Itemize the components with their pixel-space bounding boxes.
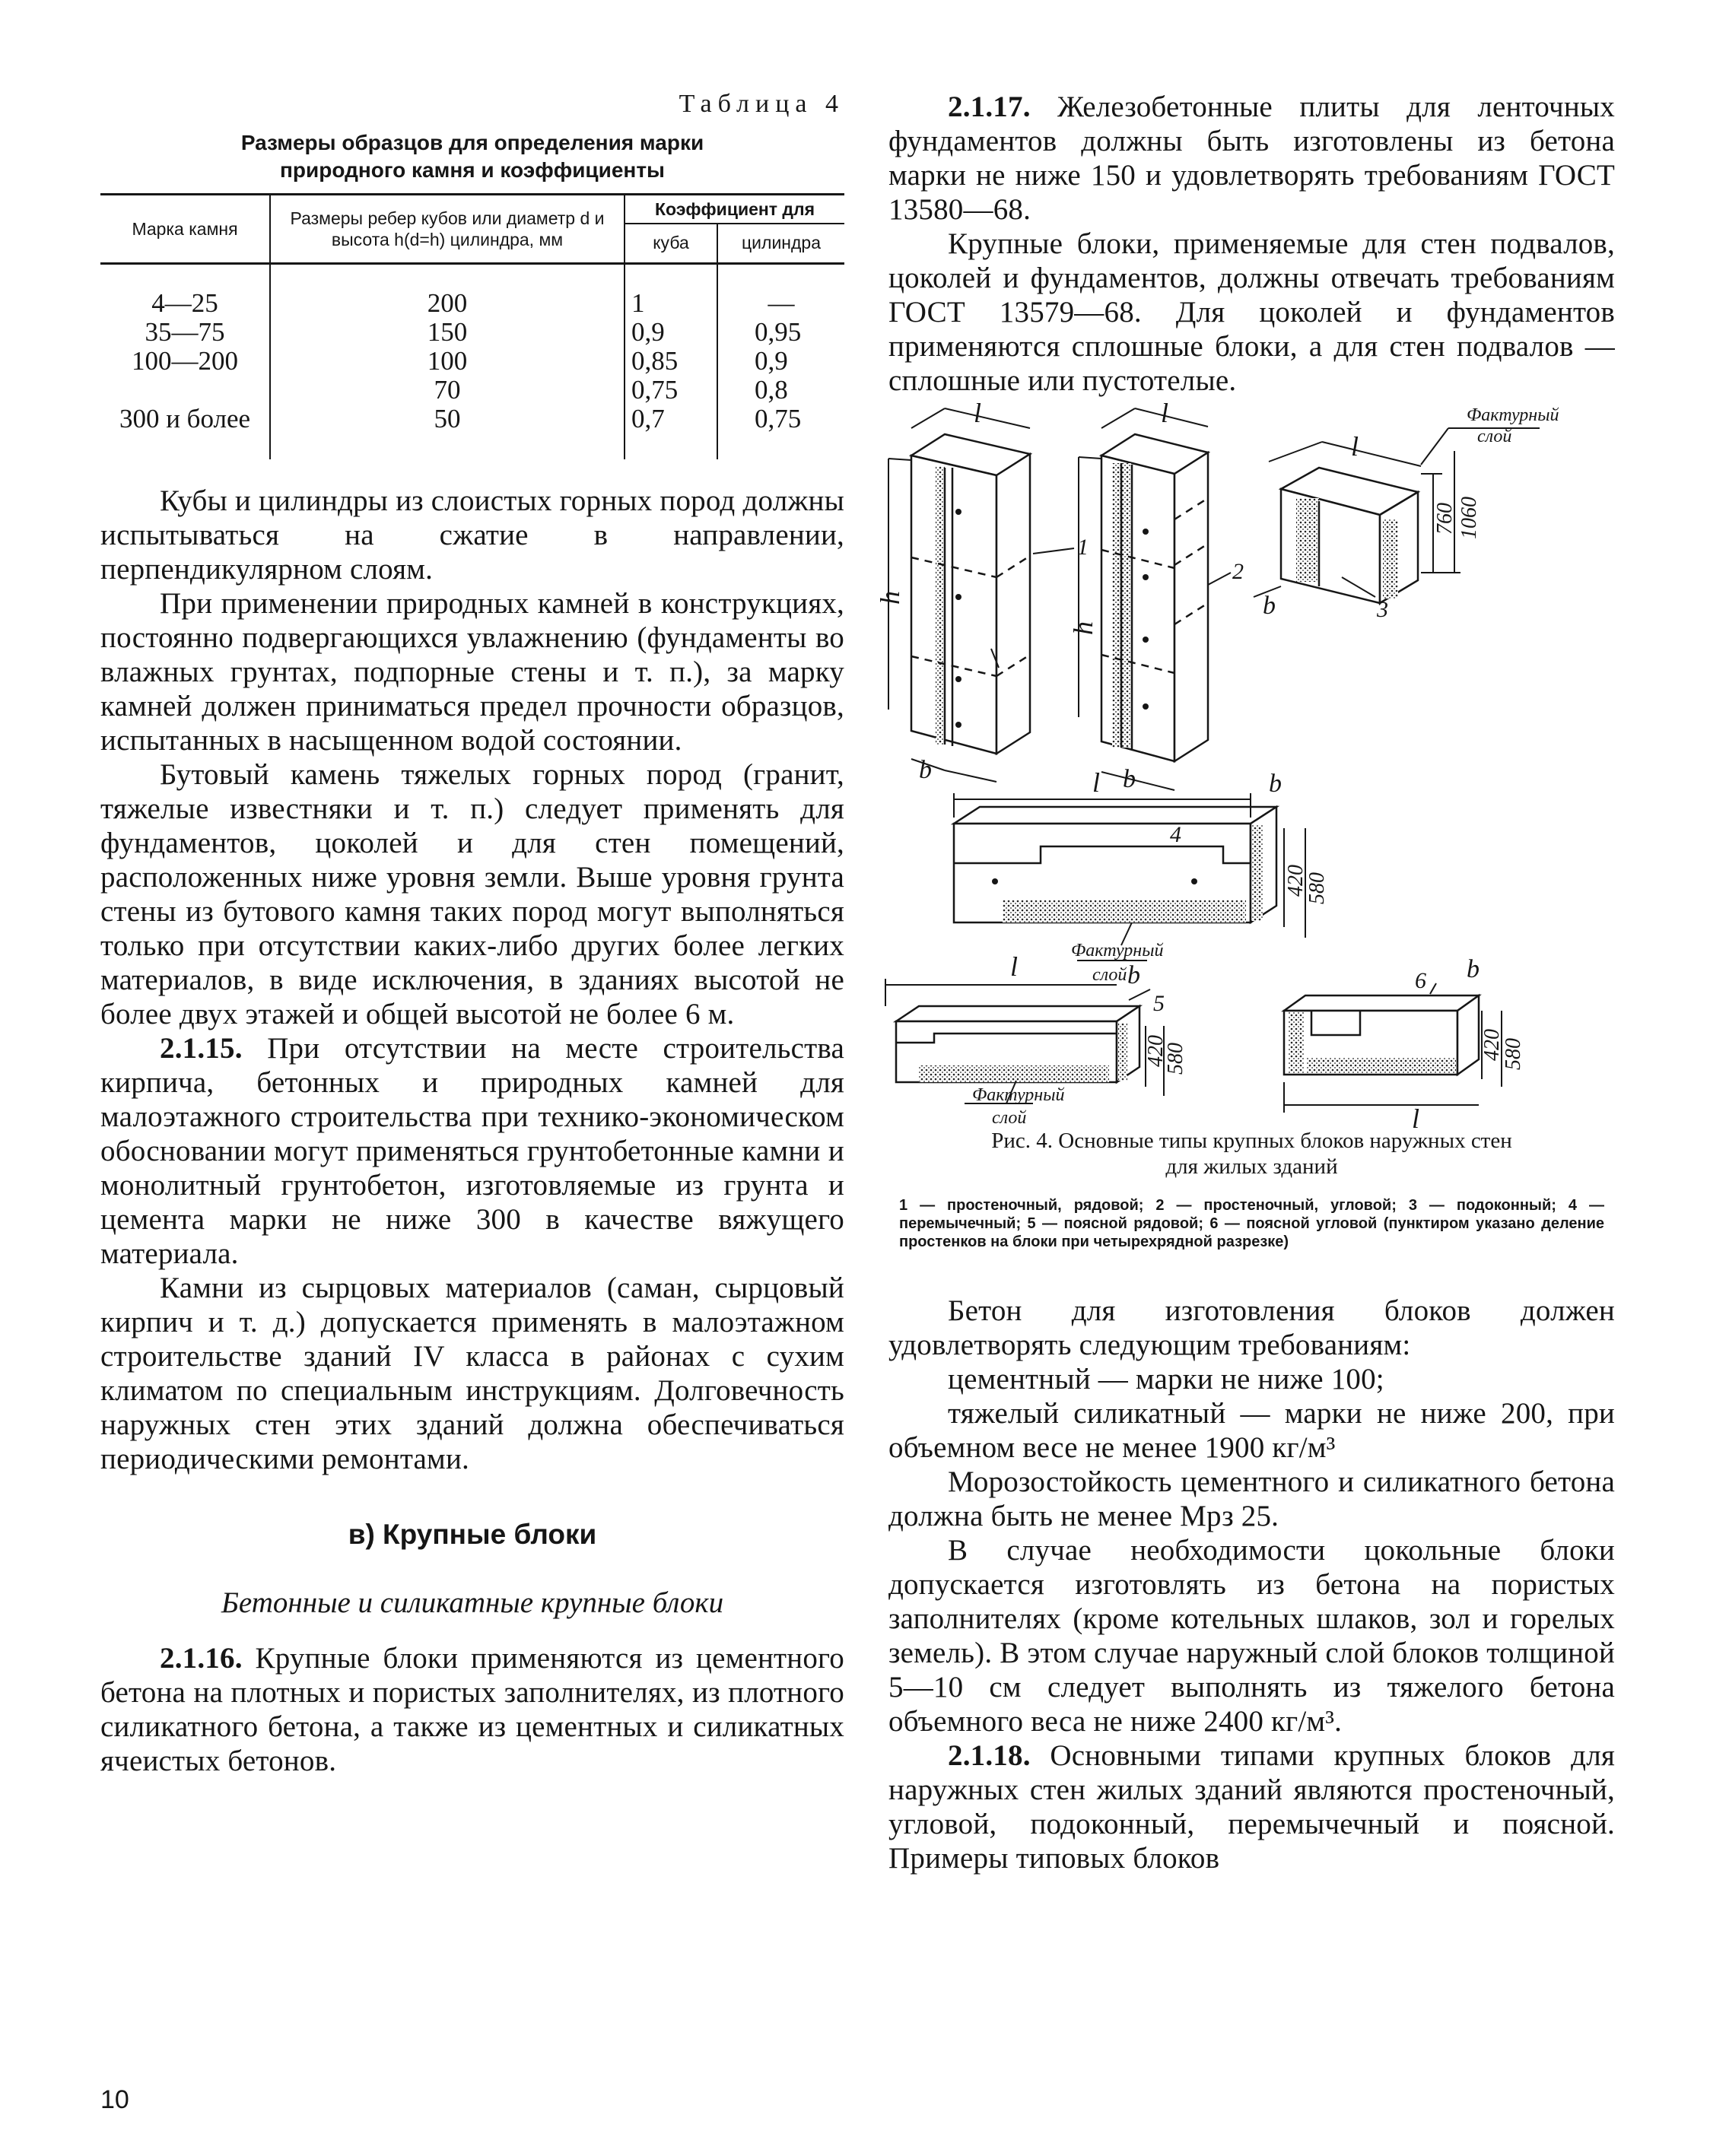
cell-cylinder: —: [768, 288, 795, 318]
paragraph: При применении природных камней в конструкциях, постоянно подвергающихся увлажнению (фундаменты во влажных грунтах, подпорные стены и т. п.), за марку камней должен приниматься предел прочности образцов, испытанных в насыщенном водой состоянии.: [100, 587, 844, 757]
cell-cube: 0,75: [625, 376, 717, 405]
paragraph: [100, 1641, 844, 1778]
clause-number: 2.1.16.: [160, 1642, 243, 1675]
paragraph-text: При отсутствии на месте строительства кирпича, бетонных и природных камней для малоэтажного строительства при технико-экономическом обосновании могут применяться грунтобетонные камни и монолитный грунтобетон, изготовляемые из грунта и цемента марки не ниже 300 в качестве вяжущего материала.: [100, 1032, 844, 1270]
paragraph-text: Железобетонные плиты для ленточных фундаментов должны быть изготовлены из бетона марки не ниже 150 и удовлетворять требованиям ГОСТ 13580—68.: [888, 90, 1615, 226]
cell-size: 150: [270, 318, 625, 347]
stone-sample-table: [100, 193, 844, 459]
figure-legend: 1 — простеночный, рядовой; 2 — простеночный, угловой; 3 — подоконный; 4 — перемычечный; 5 — поясной рядовой; 6 — поясной угловой (пунктиром указано деление простенков на блоки при четырехрядной разрезке): [899, 1197, 1604, 1250]
cell-size: 100: [270, 347, 625, 376]
facing-layer-label: Фактурный: [1467, 405, 1559, 425]
dim-label: h: [875, 591, 905, 605]
dim-label: b: [919, 756, 932, 784]
dim-label: l: [1412, 1103, 1420, 1134]
paragraph: Морозостойкость цементного и силикатного бетона должна быть не менее Мрз 25.: [888, 1465, 1615, 1532]
facing-layer-label: Фактурный: [972, 1085, 1065, 1105]
cell-size: 200: [270, 264, 625, 319]
block-2-drawing: [1079, 408, 1231, 790]
table-row: [100, 318, 844, 347]
paragraph: [888, 90, 1615, 227]
cell-grade: 4—25: [100, 264, 270, 319]
paragraph: Камни из сырцовых материалов (саман, сырцовый кирпич и т. д.) допускается применять в малоэтажном строительстве зданий IV класса в районах с сухим климатом по специальным инструкциям. Долговечность наружных стен этих зданий должна обеспечиваться периодическими ремонтами.: [100, 1272, 844, 1475]
dim-value: 420: [1284, 865, 1308, 897]
dim-label: l: [1092, 767, 1101, 798]
paragraph: [100, 1031, 844, 1271]
clause-number: 2.1.18.: [948, 1739, 1031, 1772]
dim-value: 580: [1305, 872, 1329, 904]
table-row: [100, 376, 844, 405]
block-types-drawing: [875, 398, 1615, 1134]
dim-label: l: [1161, 398, 1169, 428]
table-title-line: Размеры образцов для определения марки: [240, 131, 704, 154]
paragraph: В случае необходимости цокольные блоки допускается изготовлять из бетона на пористых заполнителях (кроме котельных шлаков, зол и горелых земель). В этом случае наружный слой блоков толщиной 5—10 см следует выполнять из тяжелого бетона объемного веса не ниже 2400 кг/м³.: [888, 1534, 1615, 1738]
dim-value: 580: [1164, 1043, 1187, 1075]
table-row: [100, 405, 844, 459]
cell-grade: [100, 376, 270, 405]
dim-value: 760: [1433, 503, 1457, 535]
block-4-drawing: [954, 793, 1305, 961]
facing-layer-label: слой: [1477, 427, 1512, 446]
figure-caption-line: Рис. 4. Основные типы крупных блоков наружных стен: [991, 1129, 1512, 1153]
callout-number: 5: [1153, 991, 1165, 1016]
paragraph-text: Основными типами крупных блоков для наружных стен жилых зданий являются простеночный, угловой, подоконный, перемычечный и поясной. Примеры типовых блоков: [888, 1739, 1615, 1875]
block-3-drawing: [1254, 428, 1540, 603]
dim-label: b: [1127, 961, 1140, 989]
dim-label: l: [974, 398, 982, 428]
header-cylinder: цилиндра: [717, 224, 844, 264]
paragraph: [888, 1738, 1615, 1875]
subsection-heading: Бетонные и силикатные крупные блоки: [221, 1586, 724, 1619]
cell-cylinder: 0,9: [755, 346, 788, 376]
table-title-line: природного камня и коэффициенты: [280, 158, 665, 182]
dim-value: 580: [1502, 1038, 1525, 1070]
cell-cube: 0,85: [625, 347, 717, 376]
header-coefficient: Коэффициент для: [625, 195, 844, 224]
table-caption: Таблица 4: [679, 90, 844, 118]
figure-caption-line: для жилых зданий: [1165, 1154, 1338, 1179]
cell-grade: 300 и более: [100, 405, 270, 459]
left-column: [100, 90, 844, 1778]
callout-number: 4: [1170, 822, 1181, 847]
dim-label: b: [1263, 592, 1276, 620]
clause-number: 2.1.17.: [948, 90, 1031, 123]
dim-label: b: [1467, 955, 1480, 983]
callout-number: 2: [1232, 559, 1244, 584]
dim-label: l: [1010, 951, 1019, 982]
block-6-drawing: [1284, 983, 1502, 1113]
section-heading: в) Крупные блоки: [348, 1519, 597, 1550]
figure-caption: [888, 1128, 1615, 1180]
paragraph: Кубы и цилиндры из слоистых горных пород должны испытываться на сжатие в направлении, перпендикулярном слоям.: [100, 484, 844, 586]
header-cube: куба: [625, 224, 717, 264]
dim-label: b: [1123, 765, 1136, 793]
table-row: [100, 347, 844, 376]
header-grade: Марка камня: [100, 195, 270, 264]
page-number: 10: [100, 2085, 129, 2114]
dim-value: 420: [1480, 1029, 1504, 1061]
paragraph: Крупные блоки, применяемые для стен подвалов, цоколей и фундаментов, должны отвечать требованиям ГОСТ 13579—68. Для цоколей и фундаментов применяются сплошные блоки, а для стен подвалов — сплошные или пустотелые.: [888, 227, 1615, 397]
facing-layer-label: Фактурный: [1071, 941, 1164, 961]
cell-grade: 35—75: [100, 318, 270, 347]
paragraph-text: Крупные блоки применяются из цементного бетона на плотных и пористых заполнителях, из плотного силикатного бетона, а также из цементных и силикатных ячеистых бетонов.: [100, 1642, 844, 1777]
cell-cube: 1: [625, 264, 717, 319]
callout-number: 1: [1077, 535, 1089, 560]
callout-number: 6: [1415, 968, 1426, 993]
facing-layer-label: слой: [992, 1108, 1027, 1128]
header-size: Размеры ребер кубов или диаметр d и высота h(d=h) цилиндра, мм: [270, 195, 625, 264]
paragraph: Бутовый камень тяжелых горных пород (гранит, тяжелые известняки и т. п.) следует применять для фундаментов, цоколей и для стен помещений, расположенных ниже уровня земли. Выше уровня грунта стены из бутового камня таких пород могут выполняться только при отсутствии каких-либо других более легких материалов, в виде исключения, в зданиях высотой не более двух этажей и общей высотой не более 6 м.: [100, 758, 844, 1030]
cell-cube: 0,7: [625, 405, 717, 459]
dim-value: 1060: [1457, 497, 1481, 539]
paragraph: тяжелый силикатный — марки не ниже 200, при объемном весе не менее 1900 кг/м³: [888, 1397, 1615, 1464]
cell-size: 50: [270, 405, 625, 459]
dim-value: 420: [1144, 1035, 1168, 1067]
paragraph: цементный — марки не ниже 100;: [948, 1363, 1384, 1396]
cell-cube: 0,9: [625, 318, 717, 347]
cell-cylinder: 0,75: [755, 404, 802, 433]
table-row: [100, 264, 844, 319]
dim-label: l: [1351, 431, 1359, 462]
paragraph: Бетон для изготовления блоков должен удовлетворять следующим требованиям:: [888, 1294, 1615, 1361]
block-1-drawing: [888, 408, 1074, 782]
callout-number: 3: [1377, 597, 1388, 622]
clause-number: 2.1.15.: [160, 1032, 243, 1065]
dim-label: h: [1068, 621, 1098, 635]
dim-label: b: [1269, 770, 1282, 798]
table-title: [100, 129, 844, 184]
cell-size: 70: [270, 376, 625, 405]
facing-layer-label: слой: [1092, 965, 1127, 985]
cell-cylinder: 0,95: [755, 317, 802, 347]
figure-4-block-types: [875, 398, 1615, 1134]
right-column: [875, 90, 1615, 1875]
cell-cylinder: 0,8: [755, 375, 788, 405]
cell-grade: 100—200: [100, 347, 270, 376]
